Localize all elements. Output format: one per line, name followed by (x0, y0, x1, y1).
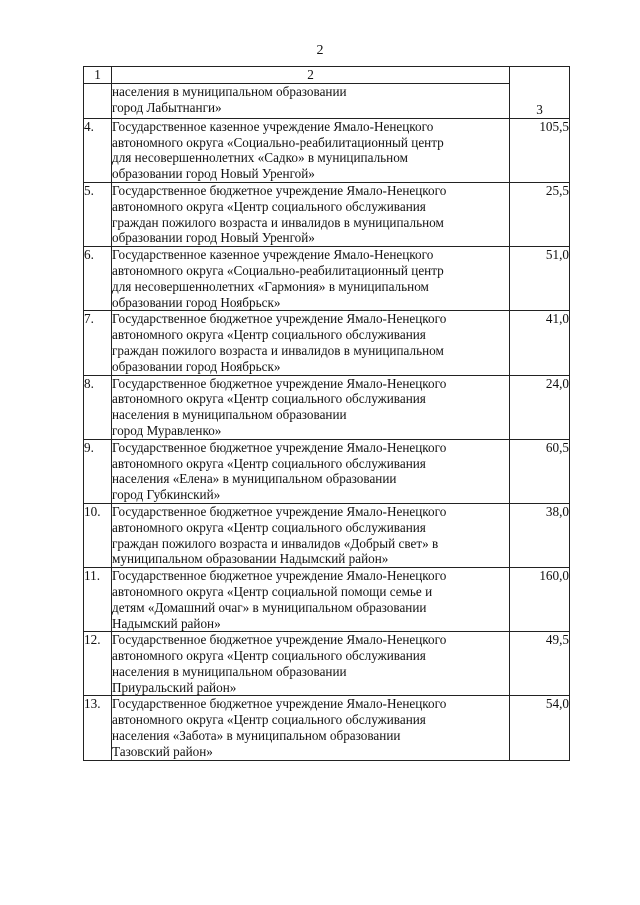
institution-name-line: автономного округа «Центр социального обслуживания (112, 327, 426, 343)
header-col-2: 2 (112, 67, 510, 84)
institution-name-line: для несовершеннолетних «Гармония» в муниципальном (112, 278, 429, 294)
row-number: 4. (84, 118, 112, 182)
institution-name-line: образовании город Новый Уренгой» (112, 166, 315, 182)
page-number: 2 (316, 43, 324, 58)
institution-name (112, 118, 510, 182)
institution-name-line: автономного округа «Центр социального обслуживания (112, 712, 426, 728)
row-number: 10. (84, 503, 112, 567)
institution-name-line: Приуральский район» (112, 679, 237, 695)
institution-name-line: Государственное бюджетное учреждение Ямало-Ненецкого (112, 439, 447, 455)
table-row (84, 311, 570, 375)
institution-name (112, 503, 510, 567)
institution-name-line: Государственное казенное учреждение Ямало-Ненецкого (112, 118, 434, 134)
institution-name-line: населения в муниципальном образовании (112, 407, 347, 423)
row-value: 41,0 (510, 311, 570, 375)
table-row (84, 439, 570, 503)
row-number: 9. (84, 439, 112, 503)
row-value: 38,0 (510, 503, 570, 567)
institution-name-line: автономного округа «Центр социального обслуживания (112, 455, 426, 471)
institution-name (112, 182, 510, 246)
institutions-table (83, 66, 570, 761)
institution-name-line: автономного округа «Центр социального обслуживания (112, 648, 426, 664)
institution-name (112, 311, 510, 375)
institution-name (112, 375, 510, 439)
institution-name-line: Государственное бюджетное учреждение Ямало-Ненецкого (112, 503, 447, 519)
institution-name-line: автономного округа «Центр социальной помощи семье и (112, 583, 433, 599)
institution-name-line: автономного округа «Центр социального обслуживания (112, 391, 426, 407)
row-number: 7. (84, 311, 112, 375)
table-row (84, 696, 570, 760)
institution-name-line: детям «Домашний очаг» в муниципальном образовании (112, 599, 427, 615)
continuation-line: город Лабытнанги» (112, 99, 222, 115)
table-row (84, 632, 570, 696)
institution-name-line: автономного округа «Центр социального обслуживания (112, 519, 426, 535)
institution-name-line: образовании город Ноябрьск» (112, 294, 281, 310)
table-row (84, 503, 570, 567)
institution-name-line: город Губкинский» (112, 487, 221, 503)
institution-name-line: Государственное бюджетное учреждение Ямало-Ненецкого (112, 375, 447, 391)
continuation-num-cell (84, 83, 112, 118)
institution-name (112, 696, 510, 760)
row-value: 105,5 (510, 118, 570, 182)
institution-name (112, 439, 510, 503)
institution-name-line: Государственное казенное учреждение Ямало-Ненецкого (112, 247, 434, 263)
institution-name-line: муниципальном образовании Надымский район» (112, 551, 389, 567)
table-row (84, 247, 570, 311)
institution-name-line: Государственное бюджетное учреждение Ямало-Ненецкого (112, 311, 447, 327)
continuation-row (84, 83, 570, 118)
institution-name-line: Тазовский район» (112, 743, 213, 759)
institution-name-line: автономного округа «Центр социального обслуживания (112, 198, 426, 214)
institution-name (112, 568, 510, 632)
row-number: 5. (84, 182, 112, 246)
table-row (84, 182, 570, 246)
institution-name-line: населения «Елена» в муниципальном образовании (112, 471, 397, 487)
institution-name-line: образовании город Ноябрьск» (112, 358, 281, 374)
row-number: 13. (84, 696, 112, 760)
institution-name-line: Государственное бюджетное учреждение Ямало-Ненецкого (112, 632, 447, 648)
table-row (84, 568, 570, 632)
institution-name-line: граждан пожилого возраста и инвалидов в муниципальном (112, 342, 444, 358)
institution-name (112, 632, 510, 696)
header-col-1: 1 (84, 67, 112, 84)
row-number: 6. (84, 247, 112, 311)
row-value: 25,5 (510, 182, 570, 246)
row-value: 51,0 (510, 247, 570, 311)
table-body (84, 67, 570, 761)
row-value: 24,0 (510, 375, 570, 439)
table-row (84, 375, 570, 439)
institution-name-line: автономного округа «Социально-реабилитационный центр (112, 134, 444, 150)
institution-name-line: населения в муниципальном образовании (112, 663, 347, 679)
institution-name-line: город Муравленко» (112, 422, 222, 438)
institution-name-line: для несовершеннолетних «Садко» в муниципальном (112, 150, 408, 166)
continuation-line: населения в муниципальном образовании (112, 83, 347, 99)
row-number: 8. (84, 375, 112, 439)
institution-name-line: граждан пожилого возраста и инвалидов в муниципальном (112, 214, 444, 230)
institution-name-line: Государственное бюджетное учреждение Ямало-Ненецкого (112, 182, 447, 198)
institution-name-line: образовании город Новый Уренгой» (112, 230, 315, 246)
row-number: 12. (84, 632, 112, 696)
row-value: 54,0 (510, 696, 570, 760)
institution-name (112, 247, 510, 311)
row-value: 160,0 (510, 568, 570, 632)
institution-name-line: Государственное бюджетное учреждение Ямало-Ненецкого (112, 568, 447, 584)
header-col-3: 3 (510, 67, 570, 119)
institution-name-line: Надымский район» (112, 615, 221, 631)
table-row (84, 118, 570, 182)
row-number: 11. (84, 568, 112, 632)
row-value: 60,5 (510, 439, 570, 503)
institution-name-line: автономного округа «Социально-реабилитационный центр (112, 262, 444, 278)
header-row (84, 67, 570, 84)
institution-name-line: населения «Забота» в муниципальном образовании (112, 728, 401, 744)
row-value: 49,5 (510, 632, 570, 696)
institution-name-line: граждан пожилого возраста и инвалидов «Добрый свет» в (112, 535, 439, 551)
continuation-name-cell (112, 83, 510, 118)
institution-name-line: Государственное бюджетное учреждение Ямало-Ненецкого (112, 696, 447, 712)
